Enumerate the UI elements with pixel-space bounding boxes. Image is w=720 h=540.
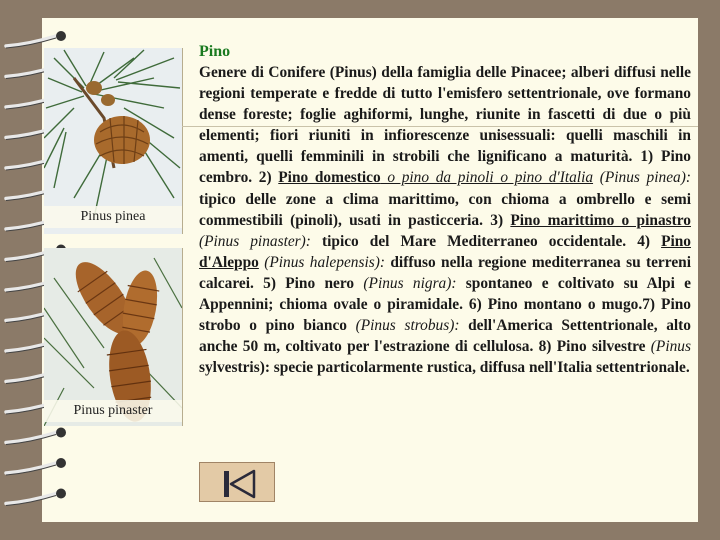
link-pino-aleppo[interactable]: Pino d'Aleppo — [199, 232, 691, 271]
species-7-desc: dell'America Settentrionale, alto anche 50 m, coltivato per l'estrazione di cellulosa. 8) Pino silvestre — [199, 317, 691, 356]
species-5-desc: spontaneo e coltivato su Alpi e Appennini; chioma ovale o piramidale. 6) Pino montano o mugo.7) Pino strobo o pino bianco — [199, 274, 691, 335]
latin-pinaster: (Pinus pinaster): — [199, 232, 311, 250]
latin-halepensis: (Pinus halepensis): — [258, 253, 385, 271]
pinus-pinaster-image — [44, 248, 183, 426]
species-1: 1) Pino cembro — [199, 148, 691, 187]
link-pino-domestico[interactable]: Pino domestico — [278, 169, 381, 187]
latin-nigra: (Pinus nigra): — [354, 274, 457, 292]
article-title: Pino — [199, 43, 231, 60]
link-pino-italia[interactable]: o pino da pinoli o pino d'Italia — [380, 169, 594, 187]
binding-hole — [56, 31, 66, 41]
link-pino-marittimo[interactable]: Pino marittimo o pinastro — [510, 211, 691, 229]
species-4-desc: diffuso nella regione mediterranea su terreni calcarei. 5) Pino nero — [199, 253, 691, 292]
latin-strobus: (Pinus strobus): — [346, 317, 460, 335]
binding-hole — [56, 458, 66, 468]
pinus-pinea-image — [44, 48, 183, 234]
species-sep: . 2) — [248, 169, 279, 187]
intro-text: Genere di Conifere (Pinus) della famiglia delle Pinacee; alberi diffusi nelle regioni temperate e fredde di tutto l'emisfero settentrionale, ove formano dense foreste; foglie aghiformi, lunghe, riunite in fascetti di due o più elementi; fiori riuniti in infiorescenze unisessuali: quelli maschili in amenti, quelli femminili in strobili che lignificano a maturità. — [199, 64, 691, 166]
first-page-icon — [200, 463, 276, 503]
binding-hole — [56, 428, 66, 438]
article-text — [199, 42, 691, 378]
image-caption: Pinus pinea — [44, 206, 182, 228]
species-8-desc: sylvestris): specie particolarmente rustica, diffusa nell'Italia settentrionale. — [199, 359, 690, 377]
binding-hole — [56, 489, 66, 499]
image-caption: Pinus pinaster — [44, 400, 182, 422]
latin-sylvestris: (Pinus — [645, 338, 691, 356]
species-2-desc: tipico delle zone a clima marittimo, con chioma a ombrello e semi commestibili (pinoli), usati in pasticceria. 3) — [199, 190, 691, 229]
species-3-desc: tipico del Mare Mediterraneo occidentale. 4) — [310, 232, 662, 250]
first-page-button[interactable] — [199, 462, 275, 502]
latin-pinea: (Pinus pinea): — [593, 169, 691, 187]
